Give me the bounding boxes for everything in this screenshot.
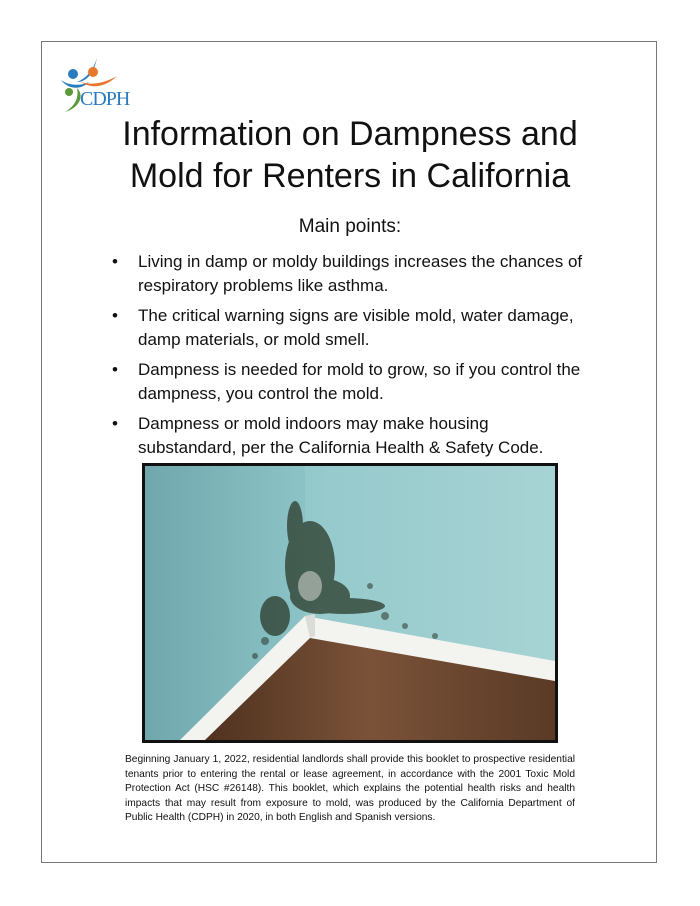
main-points-heading: Main points: [298, 216, 402, 237]
bullet-icon: • [112, 414, 118, 433]
title-line-2: Mold for Renters in California [129, 157, 571, 195]
footer-note: Beginning January 1, 2022, residential landlords shall provide this booklet to prospective residential tenants prior to entering the rental or lease agreement, in accordance with the 2001 Toxic Mold Protection Act (HSC #26148). This booklet, which explains the potential health risks and health impacts that may result from exposure to mold, was produced by the California Department of Public Health (CDPH) in 2020, in both English and Spanish versions. [125, 754, 575, 824]
bullet-icon: • [112, 360, 118, 379]
title-line-1: Information on Dampness and [122, 115, 578, 153]
bullet-icon: • [112, 252, 118, 271]
list-item: • The critical warning signs are visible mold, water damage, damp materials, or mold smell. [112, 306, 574, 349]
page-title [0, 113, 700, 197]
list-item: • Dampness or mold indoors may make housing substandard, per the California Health & Safety Code. [112, 414, 544, 457]
main-points-list [108, 250, 588, 466]
logo-text: CDPH [80, 88, 130, 110]
bullet-icon: • [112, 306, 118, 325]
list-item: • Dampness is needed for mold to grow, so if you control the dampness, you control the mold. [112, 360, 581, 403]
mold-corner-photo [142, 463, 558, 743]
list-item: • Living in damp or moldy buildings increases the chances of respiratory problems like asthma. [112, 252, 583, 295]
